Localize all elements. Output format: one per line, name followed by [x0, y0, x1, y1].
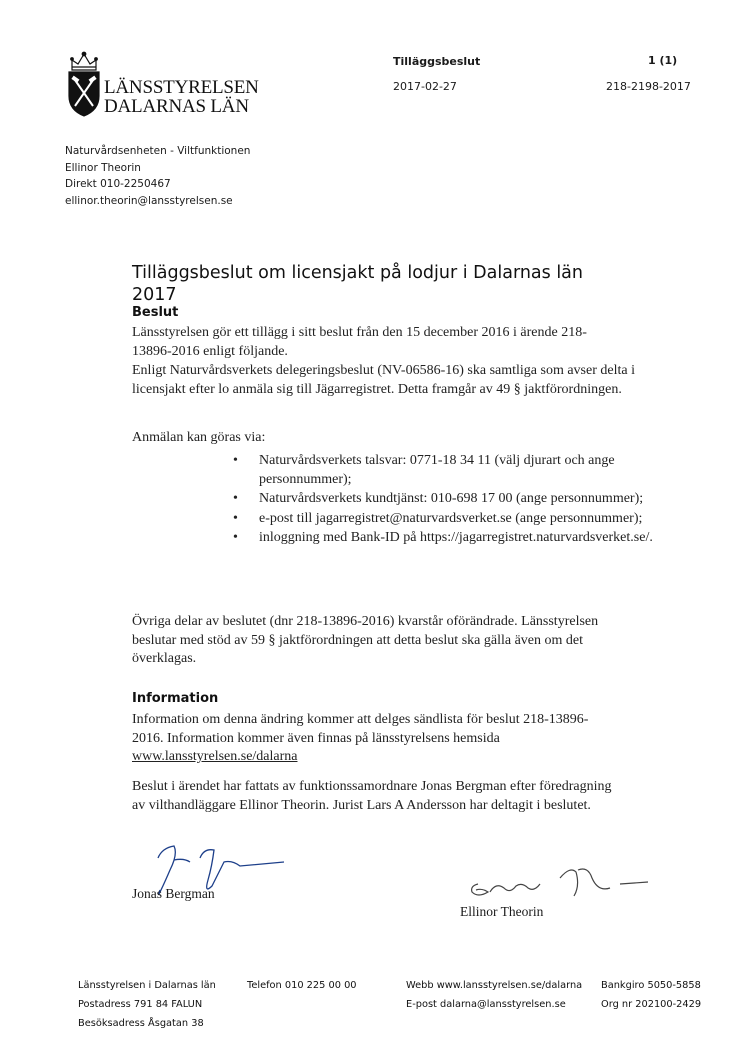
document-date: 2017-02-27: [393, 80, 457, 93]
list-item: • e-post till jagarregistret@naturvardsverket.se (ange personnummer);: [233, 510, 653, 529]
beslut-paragraph-1: [132, 324, 622, 361]
bullet-icon: •: [233, 510, 238, 526]
beslut-p2: Enligt Naturvårdsverkets delegeringsbeslut (NV-06586-16) ska samtliga som avser delta i licensjakt efter lo anmäla sig till Jägarregistret. Detta framgår av 49 § jaktförordningen.: [132, 363, 635, 397]
footer-email: E-post dalarna@lansstyrelsen.se: [406, 999, 566, 1010]
beslut-p1: Länsstyrelsen gör ett tillägg i sitt beslut från den 15 december 2016 i ärende 218-13896-2016 enligt följande.: [132, 325, 587, 359]
sender-unit: Naturvårdsenheten - Viltfunktionen: [65, 145, 251, 157]
sender-block: [65, 143, 250, 209]
signatory-2-name: Ellinor Theorin: [460, 904, 544, 919]
footer-address: [78, 976, 216, 1033]
beslut-p3: Anmälan kan göras via:: [132, 430, 266, 445]
sender-name: Ellinor Theorin: [65, 161, 141, 174]
page-number: 1 (1): [648, 54, 678, 67]
logo-line-1: LÄNSSTYRELSEN: [104, 77, 259, 98]
sender-email: ellinor.theorin@lansstyrelsen.se: [65, 194, 233, 207]
coat-of-arms-icon: [69, 52, 99, 116]
registration-options-list: [233, 452, 653, 548]
information-p2: Beslut i ärendet har fattats av funktionssamordnare Jonas Bergman efter föredragning av vilthandläggare Ellinor Theorin. Jurist Lars A Andersson har deltagit i beslutet.: [132, 779, 612, 813]
document-type: Tilläggsbeslut: [393, 55, 481, 68]
logo-line-2: DALARNAS LÄN: [104, 96, 249, 117]
footer-bankgiro: Bankgiro 5050-5858: [601, 980, 701, 991]
footer-org: Länsstyrelsen i Dalarnas län: [78, 980, 216, 991]
signature-ellinor-theorin: [460, 858, 660, 908]
beslut-p4: Övriga delar av beslutet (dnr 218-13896-2016) kvarstår oförändrade. Länsstyrelsen beslutar med stöd av 59 § jaktförordningen att detta beslut ska gälla även om det överklagas.: [132, 614, 599, 666]
list-item: • Naturvårdsverkets talsvar: 0771-18 34 11 (välj djurart och ange personnummer);: [233, 453, 615, 487]
footer-contact: [406, 976, 582, 1014]
information-p1-text: Information om denna ändring kommer att delges sändlista för beslut 218-13896-2016. Information kommer även finnas på länsstyrelsens hemsida: [132, 712, 589, 746]
footer-postal: Postadress 791 84 FALUN: [78, 999, 203, 1010]
list-item: • Naturvårdsverkets kundtjänst: 010-698 17 00 (ange personnummer);: [233, 490, 653, 509]
sender-phone: Direkt 010-2250467: [65, 178, 171, 190]
beslut-paragraph-2: [132, 362, 690, 399]
document-title: Tilläggsbeslut om licensjakt på lodjur i Dalarnas län 2017: [132, 263, 584, 305]
information-paragraph-1: [132, 711, 612, 767]
bullet-icon: •: [233, 453, 238, 468]
bullet-icon: •: [233, 530, 238, 545]
beslut-heading: Beslut: [132, 305, 179, 320]
website-link[interactable]: www.lansstyrelsen.se/dalarna: [132, 749, 298, 764]
information-heading: Information: [132, 691, 219, 706]
footer-phone-block: [247, 976, 357, 995]
beslut-paragraph-4: [132, 613, 622, 669]
signatory-1-name: Jonas Bergman: [132, 886, 215, 901]
footer-phone: Telefon 010 225 00 00: [247, 980, 357, 991]
case-number: 218-2198-2017: [606, 80, 691, 93]
footer-bank: [601, 976, 701, 1014]
footer-orgnr: Org nr 202100-2429: [601, 999, 702, 1010]
information-paragraph-2: [132, 778, 612, 815]
logo-wordmark: [104, 78, 259, 116]
list-item: • inloggning med Bank-ID på https://jagarregistret.naturvardsverket.se/.: [233, 529, 653, 548]
footer-visit: Besöksadress Åsgatan 38: [78, 1018, 204, 1029]
bullet-icon: •: [233, 491, 238, 506]
beslut-paragraph-3: [132, 429, 652, 448]
footer-web: Webb www.lansstyrelsen.se/dalarna: [406, 980, 583, 991]
